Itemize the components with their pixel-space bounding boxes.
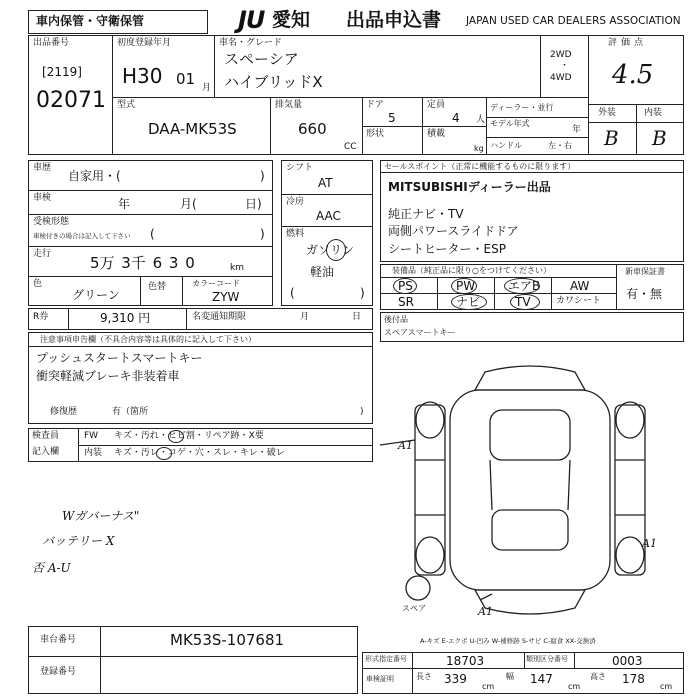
selling-point-1: 純正ナビ・TV	[388, 207, 464, 221]
equip-navi[interactable]: ナビ	[456, 295, 481, 309]
lot-sub-number: [2119]	[42, 65, 82, 79]
spare-label: スペア	[402, 604, 426, 613]
fuel-gas-circle	[326, 239, 346, 261]
repair-value: 有（箇所	[112, 407, 149, 417]
handwritten-3: 否 A-U	[32, 561, 71, 575]
model-name: スペーシア	[224, 50, 299, 68]
model-year-label: モデル年式	[490, 119, 530, 128]
drive-4wd: 4WD	[550, 73, 572, 83]
retrofit-value: スペアスマートキー	[384, 328, 456, 337]
ju-logo: JU	[238, 6, 265, 34]
airbag-circle	[504, 278, 540, 294]
lot-label: 出品番号	[33, 38, 70, 48]
inspection-day: 日)	[245, 197, 262, 211]
inspector-row1-label: FW	[84, 431, 99, 441]
receipt-label: 受検形態	[33, 217, 70, 227]
height-value: 178	[622, 672, 645, 686]
length-value: 339	[444, 672, 467, 686]
registration-year: H30	[122, 64, 163, 88]
stain-circle-1	[168, 430, 184, 443]
damage-legend: A-キズ E-エクボ U-凹み W-補修跡 S-サビ C-腐食 XX-交換済	[420, 637, 596, 645]
inspection-month: 月(	[180, 197, 197, 211]
equip-ps[interactable]: PS	[398, 279, 413, 293]
handwritten-1: Wガバーナス"	[62, 509, 140, 523]
equip-pw[interactable]: PW	[456, 279, 476, 293]
brand-aichi: 愛知	[272, 9, 311, 31]
notice-label: 名変通知期限	[192, 312, 247, 322]
storage-label: 車内保管・守衛保管	[36, 14, 145, 28]
model-year-unit: 年	[572, 125, 582, 135]
shift-value: AT	[318, 176, 333, 190]
warranty-label: 新車保証書	[625, 267, 665, 276]
width-label: 幅	[506, 672, 514, 681]
length-label: 長さ	[416, 672, 432, 681]
repair-close: )	[360, 407, 364, 417]
lot-number: 02071	[36, 88, 106, 113]
length-unit: cm	[482, 682, 495, 691]
reg-number-label: 登録番号	[40, 667, 77, 677]
type-value: DAA-MK53S	[148, 120, 237, 138]
chassis-number: MK53S-107681	[170, 631, 285, 649]
inspector-row1-items: キズ・汚れ・ヒビ割・リペア跡・X要	[114, 431, 264, 441]
height-unit: cm	[660, 682, 673, 691]
tv-circle	[510, 294, 540, 310]
color-code-label: カラーコード	[192, 279, 240, 288]
score-value: 4.5	[612, 60, 654, 90]
navi-circle	[451, 294, 487, 310]
color-label: 色	[33, 279, 43, 289]
score-label: 評価点	[608, 38, 648, 48]
doors-label: ドア	[366, 100, 384, 110]
class-spec-value: 0003	[612, 654, 643, 668]
receipt-close: )	[260, 227, 265, 241]
dim-label: 車検証明	[366, 675, 394, 683]
registration-month: 01	[176, 70, 196, 88]
selling-point-2: 両側パワースライドドア	[388, 224, 519, 238]
fuel-label: 燃料	[286, 229, 305, 239]
color-code: ZYW	[212, 290, 240, 304]
model-spec-value: 18703	[446, 654, 485, 668]
displacement-value: 660	[298, 120, 327, 138]
association-name: JAPAN USED CAR DEALERS ASSOCIATION	[466, 15, 681, 27]
retrofit-label: 後付品	[384, 315, 408, 324]
receipt-open: (	[150, 227, 155, 241]
drive-2wd: 2WD	[550, 50, 572, 60]
chassis-label: 車台番号	[40, 635, 77, 645]
repair-label: 修復歴	[50, 407, 78, 417]
history-value: 自家用・(	[68, 169, 121, 183]
inspection-year: 年	[118, 197, 131, 211]
type-label: 型式	[117, 100, 136, 110]
class-spec-label: 類別区分番号	[526, 655, 568, 663]
doors-value: 5	[388, 111, 396, 125]
width-value: 147	[530, 672, 553, 686]
car-outline	[450, 390, 610, 590]
interior-grade: B	[652, 126, 667, 150]
capacity-unit: 人	[476, 115, 486, 125]
equip-airbag[interactable]: エアB	[508, 279, 541, 293]
tax-label: R券	[33, 312, 49, 322]
handwritten-2: バッテリー X	[42, 534, 115, 548]
handle-options: 左・右	[548, 141, 572, 150]
dealer-label: ディーラー・並行	[490, 103, 554, 112]
notes-line-2: 衝突軽減ブレーキ非装着車	[36, 369, 180, 383]
retrofit-box	[380, 312, 684, 342]
equip-leather[interactable]: カワシート	[556, 296, 602, 306]
warranty-value: 有・無	[626, 287, 663, 301]
history-close: )	[260, 169, 265, 183]
stain-circle-2	[156, 447, 172, 460]
displacement-label: 排気量	[275, 100, 303, 110]
form-title: 出品申込書	[346, 9, 442, 31]
damage-mark-3: A1	[478, 605, 493, 618]
fuel-other: (	[290, 286, 295, 300]
inspector-label-2: 記入欄	[32, 447, 60, 457]
fuel-close: )	[360, 286, 365, 300]
mileage-label: 走行	[33, 249, 52, 259]
capacity-label: 定員	[427, 100, 446, 110]
color-change-label: 色替	[148, 282, 167, 292]
receipt-note: 車検付きの場合は記入して下さい	[33, 232, 131, 240]
inspector-row2-items: キズ・汚レ・コゲ・穴・スレ・キレ・破レ	[114, 448, 285, 458]
width-unit: cm	[568, 682, 581, 691]
handle-label: ハンドル	[490, 141, 522, 150]
car-damage-diagram	[380, 350, 684, 630]
model-spec-label: 形式指定番号	[365, 655, 407, 663]
displacement-unit: CC	[344, 142, 357, 152]
fuel-diesel: 軽油	[310, 265, 335, 279]
selling-points-label: セールスポイント（正常に機能するものに限ります）	[384, 162, 576, 171]
exterior-label: 外装	[598, 108, 617, 118]
mileage-unit: km	[230, 263, 244, 273]
equip-tv[interactable]: TV	[515, 295, 531, 309]
interior-label: 内装	[644, 108, 663, 118]
history-label: 車歴	[33, 163, 52, 173]
notice-day: 日	[352, 312, 362, 322]
notes-line-1: プッシュスタートスマートキー	[36, 351, 203, 365]
inspector-label-1: 検査員	[32, 431, 60, 441]
load-label: 積載	[427, 129, 446, 139]
registration-month-unit: 月	[202, 83, 212, 93]
model-label: 車名・グレード	[219, 38, 283, 48]
notice-month: 月	[300, 312, 310, 322]
fuel-gas: ガソリン	[306, 243, 355, 257]
equipment-label: 装備品（純正品に限り○をつけてください）	[392, 266, 551, 275]
load-unit: kg	[474, 144, 484, 153]
drive-dot: ・	[560, 61, 570, 71]
model-grade: ハイブリッドX	[224, 73, 323, 91]
shift-label: シフト	[286, 163, 314, 173]
equip-sr[interactable]: SR	[398, 295, 414, 309]
equip-aw[interactable]: AW	[570, 279, 590, 293]
inspection-label: 車検	[33, 193, 52, 203]
inspector-row2-label: 内装	[84, 448, 103, 458]
height-label: 高さ	[590, 672, 606, 681]
aircon-label: 冷房	[286, 197, 305, 207]
tax-value: 9,310 円	[100, 311, 151, 325]
notes-label: 注意事項申告欄（不具合内容等は具体的に記入して下さい）	[40, 335, 256, 344]
pw-circle	[451, 278, 477, 294]
mileage-value: 5万 3千 6 3 0	[90, 254, 195, 272]
ps-circle	[393, 278, 417, 294]
capacity-value: 4	[452, 111, 460, 125]
spare-tire	[406, 576, 430, 600]
selling-point-3: シートヒーター・ESP	[388, 242, 506, 256]
color-value: グリーン	[72, 288, 120, 302]
selling-dealer-line: MITSUBISHIディーラー出品	[388, 180, 551, 194]
damage-mark-1: A1	[398, 439, 413, 452]
registration-label: 初度登録年月	[117, 38, 172, 48]
aircon-value: AAC	[316, 209, 341, 223]
exterior-grade: B	[604, 126, 619, 150]
shape-label: 形状	[366, 129, 385, 139]
damage-mark-2: A1	[642, 537, 657, 550]
